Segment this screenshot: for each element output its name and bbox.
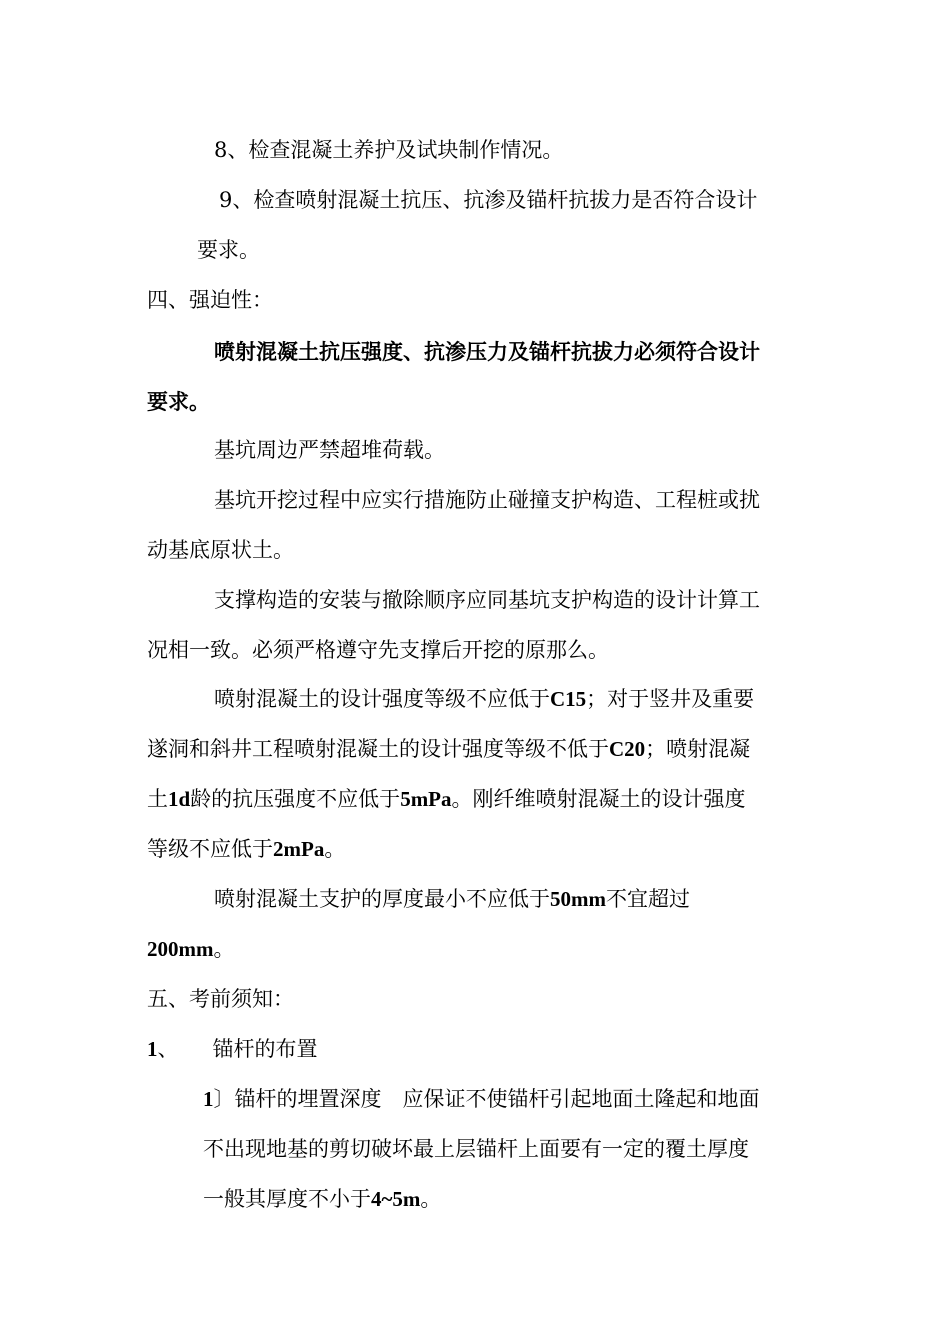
sub-item-1-cont-2 <box>203 1185 441 1213</box>
section-4-title: 四、强迫性： <box>147 288 273 312</box>
sub-number-1: 1 <box>203 1087 214 1111</box>
para-strength-line-3 <box>147 785 746 813</box>
strength-text-3a: 土 <box>147 787 168 811</box>
value-50mm: 50mm <box>550 887 606 911</box>
line-item-9 <box>219 186 757 214</box>
para-excavation-cont <box>147 536 294 564</box>
section-heading-4 <box>147 286 273 314</box>
para-thickness-cont <box>147 935 235 963</box>
strength-text-c: ；对于竖井及重要 <box>586 687 755 711</box>
strength-text-4a: 等级不应低于 <box>147 837 273 861</box>
grade-c15: C15 <box>550 687 587 711</box>
thickness-text-a: 喷射混凝土支护的厚度最小不应低于 <box>214 887 550 911</box>
value-2mpa: 2mPa <box>273 837 325 861</box>
depth-text-a: 一般其厚度不小于 <box>203 1187 371 1211</box>
sub-item-1-text: 〕锚杆的埋置深度 应保证不使锚杆引起地面土隆起和地面 <box>213 1087 760 1111</box>
para-support-text-cont: 况相一致。必须严格遵守先支撑后开挖的原那么。 <box>147 638 609 662</box>
value-5mpa: 5mPa <box>400 787 452 811</box>
strength-text-3c: 龄的抗压强度不应低于 <box>190 787 401 811</box>
para-support <box>214 586 760 614</box>
para-support-text: 支撑构造的安装与撤除顺序应同基坑支护构造的设计计算工 <box>214 588 760 612</box>
grade-c20: C20 <box>609 737 646 761</box>
item-9-text-cont: 要求。 <box>197 238 260 262</box>
thickness-text-end: 。 <box>213 937 235 961</box>
age-1d: 1d <box>168 787 191 811</box>
sub-item-1-cont <box>203 1135 749 1163</box>
mandatory-text: 喷射混凝土抗压强度、抗渗压力及锚杆抗拔力必须符合设计 <box>214 339 760 364</box>
item-8-text: 8、检查混凝土养护及试块制作情况。 <box>214 138 564 162</box>
value-4-5m: 4~5m <box>371 1187 421 1211</box>
value-200mm: 200mm <box>147 937 214 961</box>
depth-text-c: 。 <box>420 1187 442 1211</box>
section-heading-5 <box>147 985 294 1013</box>
para-excavation <box>214 486 760 514</box>
list-item-1 <box>147 1035 318 1063</box>
section-5-title: 五、考前须知： <box>147 987 294 1011</box>
mandatory-para-1-cont <box>147 388 210 416</box>
sub-item-1 <box>203 1085 760 1113</box>
para-strength-line-4 <box>147 835 345 863</box>
para-strength-line-2 <box>147 735 750 763</box>
strength-text-3e: 。刚纤维喷射混凝土的设计强度 <box>451 787 746 811</box>
mandatory-text-cont: 要求。 <box>147 389 210 414</box>
list-item-1-text: 锚杆的布置 <box>212 1037 318 1061</box>
strength-text-a: 喷射混凝土的设计强度等级不应低于 <box>214 687 550 711</box>
mandatory-para-1 <box>214 338 760 366</box>
thickness-text-c: 不宜超过 <box>606 887 690 911</box>
para-support-cont <box>147 636 609 664</box>
para-thickness <box>214 885 690 913</box>
list-separator: 、 <box>157 1037 179 1061</box>
line-item-8 <box>214 136 563 164</box>
para-excavation-text: 基坑开挖过程中应实行措施防止碰撞支护构造、工程桩或扰 <box>214 488 760 512</box>
strength-text-2a: 遂洞和斜井工程喷射混凝土的设计强度等级不低于 <box>147 737 609 761</box>
para-overload <box>214 436 445 464</box>
item-9-text: 9、检查喷射混凝土抗压、抗渗及锚杆抗拔力是否符合设计 <box>219 188 758 212</box>
strength-text-2c: ；喷射混凝 <box>645 737 751 761</box>
list-number-1: 1 <box>147 1037 158 1061</box>
para-excavation-text-cont: 动基底原状土。 <box>147 538 294 562</box>
para-overload-text: 基坑周边严禁超堆荷载。 <box>214 438 445 462</box>
para-strength-line-1 <box>214 685 754 713</box>
strength-text-4c: 。 <box>324 837 346 861</box>
sub-item-1-text-cont: 不出现地基的剪切破坏最上层锚杆上面要有一定的覆土厚度 <box>203 1137 749 1161</box>
line-item-9-cont <box>197 236 260 264</box>
